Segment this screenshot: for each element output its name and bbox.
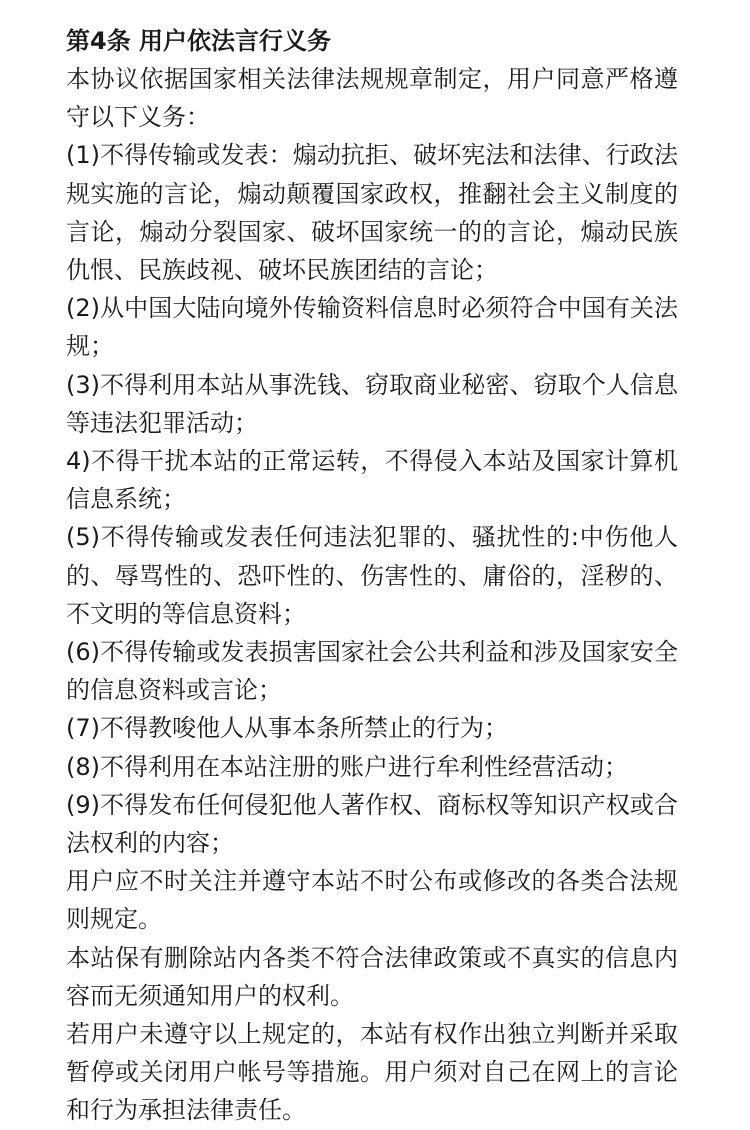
obligation-item-9: (9)不得发布任何侵犯他人著作权、商标权等知识产权或合法权利的内容； [66,790,678,858]
obligation-item-6: (6)不得传输或发表损害国家社会公共利益和涉及国家安全的信息资料或言论； [66,638,678,705]
obligation-item-1: (1)不得传输或发表：煽动抗拒、破坏宪法和法律、行政法规实施的言论，煽动颠覆国家政权，推翻社会主义制度的言论，煽动分裂国家、破坏国家统一的的言论，煽动民族仇恨、民族歧视、破坏民族团结的言论； [66,141,678,285]
obligation-item-7: (7)不得教唆他人从事本条所禁止的行为； [66,714,508,743]
article-body [66,22,678,1130]
obligation-item-8: (8)不得利用在本站注册的账户进行牟利性经营活动； [66,752,628,781]
article-title: 第4条 用户依法言行义务 [66,27,332,55]
intro-paragraph: 本协议依据国家相关法律法规规章制定，用户同意严格遵守以下义务： [66,65,678,132]
deletion-rights-paragraph: 本站保有删除站内各类不符合法律政策或不真实的信息内容而无须通知用户的权利。 [66,943,678,1010]
obligation-item-5: (5)不得传输或发表任何违法犯罪的、骚扰性的:中伤他人的、辱骂性的、恐吓性的、伤害性的、庸俗的，淫秽的、不文明的等信息资料； [66,523,678,628]
obligation-item-2: (2)从中国大陆向境外传输资料信息时必须符合中国有关法规； [66,294,678,361]
liability-paragraph: 若用户未遵守以上规定的，本站有权作出独立判断并采取暂停或关闭用户帐号等措施。用户须对自己在网上的言论和行为承担法律责任。 [66,1020,678,1125]
obligation-item-3: (3)不得利用本站从事洗钱、窃取商业秘密、窃取个人信息等违法犯罪活动； [66,370,678,437]
compliance-paragraph: 用户应不时关注并遵守本站不时公布或修改的各类合法规则规定。 [66,867,678,934]
obligation-item-4: 4)不得干扰本站的正常运转，不得侵入本站及国家计算机信息系统； [66,447,678,514]
